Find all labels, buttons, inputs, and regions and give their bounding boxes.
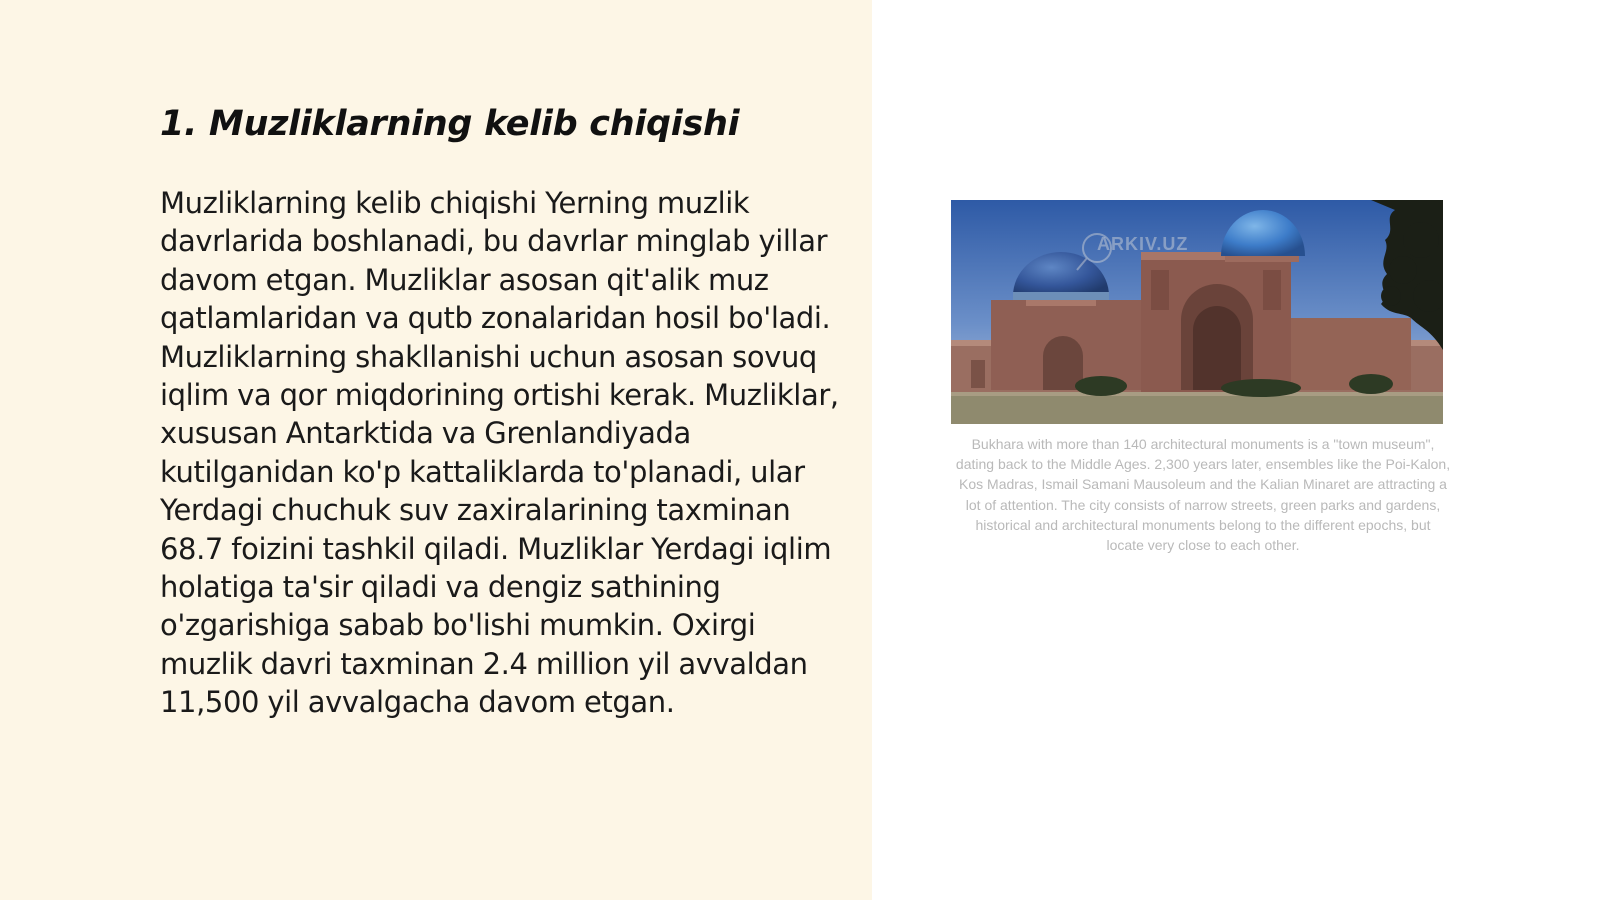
slide-heading: 1. Muzliklarning kelib chiqishi xyxy=(160,104,740,144)
photo-caption: Bukhara with more than 140 architectural monuments is a "town museum", dating back to the Middle Ages. 2,300 years later, ensembles like the Poi-Kalon, Kos Madras, Ismail Samani Mausoleum and the Kalian Minaret are attracting a lot of attention. The city consists of narrow streets, green parks and gardens, historical and architectural monuments belong to the different epochs, but locate very close to each other. xyxy=(955,436,1451,554)
watermark-text: ARKIV.UZ xyxy=(1097,234,1189,254)
slide-body-text: Muzliklarning kelib chiqishi Yerning muzlik davrlarida boshlanadi, bu davrlar minglab yillar davom etgan. Muzliklar asosan qit'alik muz qatlamlaridan va qutb zonalaridan hosil bo'ladi. Muzliklarning shakllanishi uchun asosan sovuq iqlim va qor miqdorining ortishi kerak. Muzliklar, xususan Antarktida va Grenlandiyada kutilganidan ko'p kattaliklarda to'planadi, ular Yerdagi chuchuk suv zaxiralarining taxminan 68.7 foizini tashkil qiladi. Muzliklar Yerdagi iqlim holatiga ta'sir qiladi va dengiz sathining o'zgarishiga sabab bo'lishi mumkin. Oxirgi muzlik davri taxminan 2.4 million yil avvaldan 11,500 yil avvalgacha davom etgan. xyxy=(160,186,839,720)
monument-photo xyxy=(951,200,1443,424)
